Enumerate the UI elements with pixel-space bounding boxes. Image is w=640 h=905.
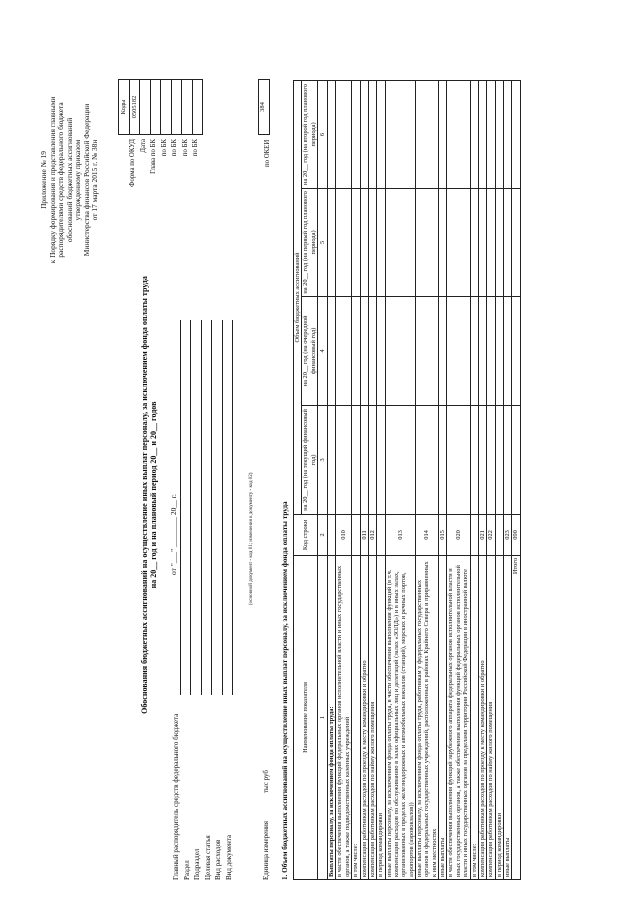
- requisite-row: [212, 320, 223, 880]
- value-cell[interactable]: [336, 188, 352, 296]
- document-title: [140, 165, 158, 825]
- value-cell[interactable]: [487, 81, 495, 189]
- code-label: Дата: [139, 139, 147, 153]
- header-plan1: на 20__ год (на первый год планового периода): [302, 188, 318, 296]
- value-cell[interactable]: [439, 296, 447, 405]
- column-number: 6: [318, 81, 328, 189]
- value-cell[interactable]: [470, 81, 478, 189]
- row-code: 023: [503, 514, 511, 555]
- value-cell[interactable]: [328, 296, 336, 405]
- value-cell[interactable]: [495, 296, 503, 405]
- header-group: Объем бюджетных ассигнований: [294, 81, 302, 515]
- value-cell[interactable]: [377, 81, 385, 189]
- value-cell[interactable]: [487, 188, 495, 296]
- requisite-field[interactable]: [204, 320, 212, 695]
- value-cell[interactable]: [377, 405, 385, 514]
- value-cell[interactable]: [336, 405, 352, 514]
- row-code: [495, 514, 503, 555]
- table-row: [416, 81, 439, 880]
- requisite-field[interactable]: [194, 320, 202, 695]
- table-row: [487, 81, 495, 880]
- row-code: 021: [478, 514, 486, 555]
- code-value[interactable]: [182, 80, 193, 135]
- row-code: [377, 514, 385, 555]
- value-cell[interactable]: [503, 81, 511, 189]
- value-cell[interactable]: [328, 188, 336, 296]
- row-name: компенсация работникам расходов по проезду к месту командировки и обратно: [360, 555, 368, 879]
- value-cell[interactable]: [377, 296, 385, 405]
- row-name: компенсация работникам расходов по найму жилого помещения: [368, 555, 376, 879]
- code-value[interactable]: [161, 80, 172, 135]
- row-code: 011: [360, 514, 368, 555]
- row-name: в период командировки: [495, 555, 503, 879]
- title-line-1: Обоснования бюджетных ассигнований на осуществление иных выплат персоналу, за исключением фонда оплаты труда: [140, 276, 149, 714]
- value-cell[interactable]: [478, 188, 486, 296]
- value-cell[interactable]: [439, 81, 447, 189]
- okei-label: по ОКЕИ: [264, 139, 271, 167]
- row-code: 014: [416, 514, 439, 555]
- table-row: [439, 81, 447, 880]
- value-cell[interactable]: [360, 405, 368, 514]
- row-name: компенсация работникам расходов по проезду к месту командировки и обратно: [478, 555, 486, 879]
- column-number: 5: [318, 188, 328, 296]
- value-cell[interactable]: [503, 188, 511, 296]
- allocations-table: [293, 80, 521, 880]
- table-row: [512, 81, 520, 880]
- row-name: Итого: [512, 555, 520, 879]
- value-cell[interactable]: [368, 405, 376, 514]
- row-name: в том числе:: [352, 555, 360, 879]
- header-plan2: на 20__ год (на второй год планового периода): [302, 81, 318, 189]
- appendix-line: Приложение № 19: [39, 151, 48, 209]
- value-cell[interactable]: [336, 296, 352, 405]
- requisite-field[interactable]: [215, 320, 223, 695]
- row-name: в части обеспечения выполнения функций зарубежного аппарата федеральных органов исполнительной власти и иных государственных органов, а также обеспечения выполнения функций федеральных органов исполнительной власти и иных государственных органов за пределами территории Российской Федерации в иностранной валюте: [447, 555, 470, 879]
- requisite-label: Целевая статья: [203, 835, 212, 880]
- okei-value: 384: [258, 79, 270, 135]
- row-code: [352, 514, 360, 555]
- appendix-line: распорядителями средств федерального бюджета: [56, 102, 66, 258]
- value-cell[interactable]: [439, 188, 447, 296]
- value-cell[interactable]: [447, 188, 470, 296]
- value-cell[interactable]: [368, 296, 376, 405]
- code-value[interactable]: 0505182: [129, 80, 140, 135]
- value-cell[interactable]: [503, 405, 511, 514]
- requisite-row: [170, 320, 181, 880]
- header-name: Наименование показателя: [294, 555, 318, 879]
- value-cell[interactable]: [360, 188, 368, 296]
- table-row: [470, 81, 478, 880]
- value-cell[interactable]: [512, 188, 520, 296]
- value-cell[interactable]: [487, 296, 495, 405]
- row-name: компенсация работникам расходов по найму жилого помещения: [487, 555, 495, 879]
- requisite-label: Вид расходов: [214, 839, 223, 880]
- requisite-field[interactable]: [225, 320, 233, 695]
- requisite-label: Главный распорядитель средств федерального бюджета: [172, 713, 181, 880]
- value-cell[interactable]: [495, 405, 503, 514]
- value-cell[interactable]: [352, 405, 360, 514]
- code-label: по БК: [160, 139, 168, 157]
- column-number: 2: [318, 514, 328, 555]
- section-title: 1. Объем бюджетных ассигнований на осуществление иных выплат персоналу, за исключением фонда оплаты труда: [281, 501, 289, 880]
- code-value[interactable]: [140, 80, 151, 135]
- table-row: [495, 81, 503, 880]
- value-cell[interactable]: [478, 405, 486, 514]
- table-row: [447, 81, 470, 880]
- appendix-block: [40, 15, 100, 345]
- table-row: [336, 81, 352, 880]
- code-value[interactable]: [192, 80, 203, 135]
- value-cell[interactable]: [385, 405, 415, 514]
- requisites-block: [170, 320, 233, 880]
- header-current: на 20__ год (на текущий финансовый год): [302, 405, 318, 514]
- requisite-row: [191, 320, 202, 880]
- appendix-line: к Порядку формирования и представления главными: [47, 96, 57, 264]
- table-row: [377, 81, 385, 880]
- value-cell[interactable]: [352, 81, 360, 189]
- value-cell[interactable]: [385, 81, 415, 189]
- code-label: по БК: [181, 139, 189, 157]
- code-value[interactable]: [171, 80, 182, 135]
- row-code: 010: [336, 514, 352, 555]
- header-next: на 20__ год (на очередной финансовый год): [302, 296, 318, 405]
- value-cell[interactable]: [416, 405, 439, 514]
- value-cell[interactable]: [416, 296, 439, 405]
- table-row: [360, 81, 368, 880]
- value-cell[interactable]: [470, 296, 478, 405]
- appendix-line: Министерства финансов Российской Федерации: [81, 103, 91, 257]
- row-name: иные выплаты персоналу, за исключением фонда оплаты труда, работникам у федеральных государственных органов и федеральных государственных учреждений, расположенных в районах Крайнего Севера и приравненных к ним местностях: [416, 555, 439, 879]
- code-label: по БК: [171, 139, 178, 157]
- codes-table: [118, 79, 203, 135]
- value-cell[interactable]: [470, 188, 478, 296]
- row-name: в период командировки: [377, 555, 385, 879]
- table-row: [478, 81, 486, 880]
- value-cell[interactable]: [377, 188, 385, 296]
- row-code: [470, 514, 478, 555]
- value-cell[interactable]: [512, 296, 520, 405]
- table-row: [503, 81, 511, 880]
- value-cell[interactable]: [360, 81, 368, 189]
- code-label: Глава по БК: [150, 139, 157, 174]
- table-body: [328, 81, 521, 880]
- requisite-row: [223, 320, 234, 880]
- code-value[interactable]: [150, 80, 161, 135]
- row-code: 020: [447, 514, 470, 555]
- appendix-line: от 17 марта 2015 г. № 38н: [90, 139, 100, 221]
- appendix-line: обоснований бюджетных ассигнований: [64, 117, 74, 243]
- row-name: в части обеспечения выполнения функций федеральных органов исполнительной власти и иных государственных органов, а также подведомственных казенных учреждений: [336, 555, 352, 879]
- code-labels: [129, 139, 203, 215]
- value-cell[interactable]: [416, 188, 439, 296]
- value-cell[interactable]: [503, 296, 511, 405]
- requisite-label: Подраздел: [193, 848, 202, 880]
- appendix-line: утвержденному приказом: [73, 139, 83, 221]
- row-name: иные выплаты: [503, 555, 511, 879]
- value-cell[interactable]: [352, 296, 360, 405]
- value-cell[interactable]: [470, 405, 478, 514]
- value-cell[interactable]: [495, 188, 503, 296]
- value-cell[interactable]: [447, 405, 470, 514]
- title-line-2: на 20__ год и на плановый период 20__ и 20__ годов: [149, 401, 159, 589]
- value-cell[interactable]: [352, 188, 360, 296]
- table-row: [368, 81, 376, 880]
- header-code: Код строки: [294, 514, 318, 555]
- requisite-row: [202, 320, 213, 880]
- column-number: 3: [318, 405, 328, 514]
- table-row: [352, 81, 360, 880]
- value-cell[interactable]: [512, 81, 520, 189]
- requisite-field[interactable]: [173, 320, 181, 695]
- value-cell[interactable]: [512, 405, 520, 514]
- row-code: 013: [385, 514, 415, 555]
- value-cell[interactable]: [328, 405, 336, 514]
- code-label: по БК: [192, 139, 199, 157]
- value-cell[interactable]: [495, 81, 503, 189]
- row-name: Выплаты персоналу, за исключением фонда оплаты труда:: [328, 555, 336, 879]
- requisite-label: Раздел: [182, 860, 191, 880]
- requisite-label: Вид документа: [224, 834, 233, 880]
- value-cell[interactable]: [385, 296, 415, 405]
- row-name: иные выплаты: [439, 555, 447, 879]
- row-code: [328, 514, 336, 555]
- value-cell[interactable]: [447, 296, 470, 405]
- table-row: [385, 81, 415, 880]
- requisite-field[interactable]: [183, 320, 191, 695]
- value-cell[interactable]: [478, 81, 486, 189]
- row-name: в том числе:: [470, 555, 478, 879]
- row-code: 015: [439, 514, 447, 555]
- units-row: [262, 770, 270, 880]
- value-cell[interactable]: [487, 405, 495, 514]
- value-cell[interactable]: [439, 405, 447, 514]
- column-number: 4: [318, 296, 328, 405]
- value-cell[interactable]: [478, 296, 486, 405]
- units-value: тыс руб: [262, 770, 270, 794]
- value-cell[interactable]: [336, 81, 352, 189]
- table-row: [328, 81, 336, 880]
- value-cell[interactable]: [328, 81, 336, 189]
- value-cell[interactable]: [447, 81, 470, 189]
- codes-header: Коды: [119, 80, 130, 135]
- row-code: 012: [368, 514, 376, 555]
- value-cell[interactable]: [368, 81, 376, 189]
- value-cell[interactable]: [416, 81, 439, 189]
- column-number: 1: [318, 555, 328, 879]
- value-cell[interactable]: [360, 296, 368, 405]
- code-label: Форма по ОКУД: [129, 139, 136, 187]
- value-cell[interactable]: [385, 188, 415, 296]
- requisite-row: [181, 320, 192, 880]
- units-label: Единица измерения: [262, 821, 270, 880]
- requisites-note: (основной документ - код 01; изменения к документу - код 02): [249, 472, 254, 605]
- value-cell[interactable]: [368, 188, 376, 296]
- document-date: от "___" ________ 20__ г.: [169, 494, 178, 575]
- row-code: 022: [487, 514, 495, 555]
- row-name: иные выплаты персоналу, за исключением фонда оплаты труда, в части обеспечения выполнения функций (в т.ч. компенсация расходов по обслуживанию в залах официальных лиц и делегаций (залах «ЗОЛД») и в иных залах, организованных в пределах железнодорожных и автомобильных вокзалов (станций), морских и речных портов, аэропортов (аэровокзалов)): [385, 555, 415, 879]
- row-code: 090: [512, 514, 520, 555]
